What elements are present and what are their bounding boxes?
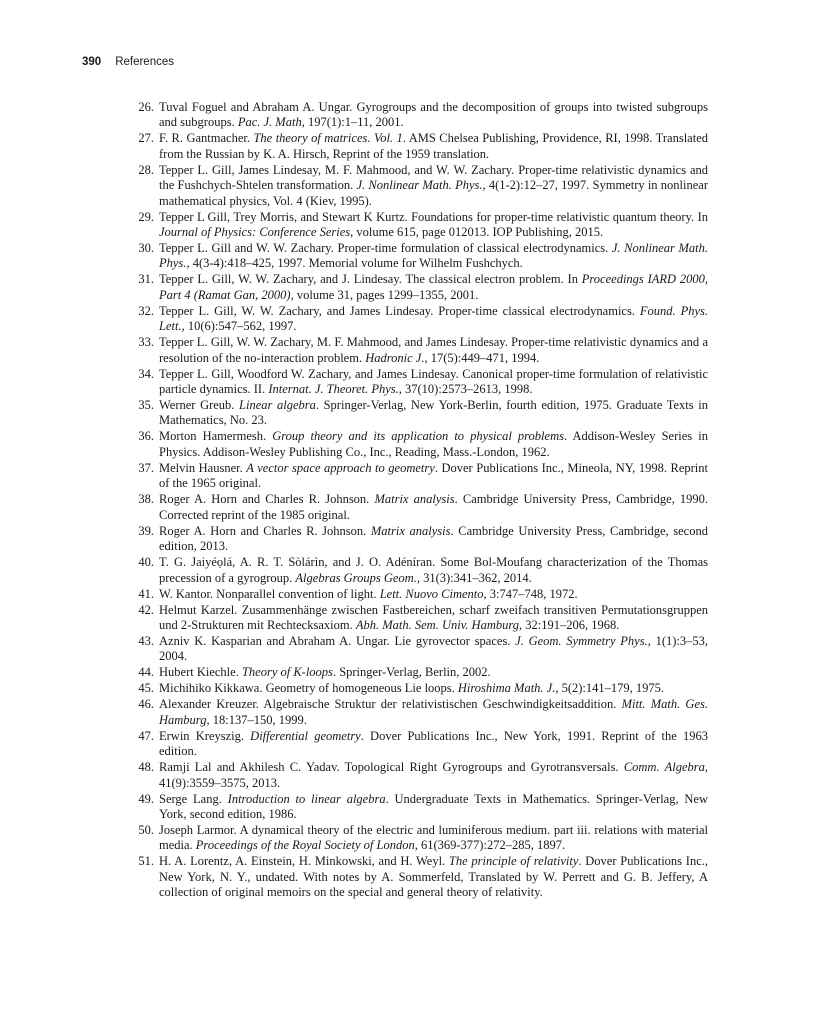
reference-text: , 10(6):547–562, 1997. — [181, 319, 297, 334]
reference-text: F. R. Gantmacher. — [159, 131, 254, 146]
reference-text: . Cambridge University Press, Cambridge, 1990. Corrected reprint of the 1985 original. — [159, 492, 709, 522]
reference-venue: J. Geom. Symmetry Phys. — [515, 633, 648, 648]
reference-text: Tepper L. Gill, James Lindesay, M. F. Mahmood, and W. W. Zachary. Proper-time relativistic dynamics and the Fushchych-Shtelen transformation. — [159, 162, 708, 193]
reference-item — [132, 854, 708, 900]
reference-venue: Hadronic J. — [365, 350, 425, 365]
reference-venue: Proceedings of the Royal Society of London — [195, 838, 415, 853]
reference-text: Tepper L. Gill, W. W. Zachary, M. F. Mahmood, and James Lindesay. Proper-time relativistic dynamics and a resolution of the no-interaction problem. — [159, 335, 708, 365]
reference-text: , 4(3-4):418–425, 1997. Memorial volume for Wilhelm Fushchych. — [186, 256, 523, 271]
reference-text: , volume 31, pages 1299–1355, 2001. — [290, 287, 479, 302]
reference-venue: Matrix analysis — [374, 492, 455, 507]
reference-venue: Mitt. Math. Ges. Hamburg — [159, 697, 708, 727]
reference-venue: Algebras Groups Geom. — [295, 570, 417, 585]
reference-text: , 18:137–150, 1999. — [206, 712, 307, 727]
reference-text: Roger A. Horn and Charles R. Johnson. — [159, 523, 371, 538]
reference-item — [132, 760, 708, 791]
reference-text: Hubert Kiechle. — [159, 665, 242, 680]
reference-number: 43. — [138, 633, 154, 648]
reference-text: Tepper L. Gill, W. W. Zachary, and J. Lindesay. The classical electron problem. In — [159, 272, 582, 287]
reference-item — [132, 665, 708, 680]
reference-text: W. Kantor. Nonparallel convention of light. — [159, 586, 380, 601]
reference-text: , 37(10):2573–2613, 1998. — [398, 382, 533, 397]
reference-text: , 17(5):449–471, 1994. — [424, 350, 540, 365]
reference-venue: Hiroshima Math. J. — [457, 681, 556, 696]
reference-text: , 197(1):1–11, 2001. — [301, 115, 404, 130]
reference-item — [132, 823, 708, 854]
reference-item — [132, 792, 708, 823]
reference-number: 31. — [138, 272, 154, 287]
reference-item — [132, 398, 708, 429]
reference-item — [132, 697, 708, 728]
reference-text: . AMS Chelsea Publishing, Providence, RI, 1998. Translated from the Russian by K. A. Hirsch, Reprint of the 1959 translation. — [159, 131, 708, 161]
reference-text: H. A. Lorentz, A. Einstein, H. Minkowski, and H. Weyl. — [159, 854, 449, 869]
reference-number: 50. — [138, 822, 154, 837]
reference-venue: Journal of Physics: Conference Series — [159, 225, 351, 240]
reference-number: 36. — [138, 429, 154, 444]
reference-text: Tepper L Gill, Trey Morris, and Stewart K Kurtz. Foundations for proper-time relativistic quantum theory. In — [159, 209, 708, 224]
reference-venue: The principle of relativity — [448, 854, 579, 869]
reference-item — [132, 461, 708, 492]
reference-venue: J. Nonlinear Math. Phys. — [356, 178, 483, 193]
reference-number: 39. — [138, 523, 154, 538]
reference-text: . Dover Publications Inc., New York, N. Y., undated. With notes by A. Sommerfeld, Translated by W. Perrett and G. B. Jeffery, A collection of original memoirs on the special and general theory of relativity. — [159, 854, 708, 900]
reference-item — [132, 603, 708, 634]
reference-number: 35. — [138, 398, 154, 413]
reference-item — [132, 429, 708, 460]
reference-number: 47. — [138, 728, 154, 743]
reference-item — [132, 100, 708, 131]
reference-text: , 41(9):3559–3575, 2013. — [159, 760, 708, 790]
reference-number: 51. — [138, 854, 154, 869]
reference-venue: Proceedings IARD 2000, Part 4 (Ramat Gan, 2000) — [159, 272, 708, 302]
reference-text: . Springer-Verlag, Berlin, 2002. — [332, 665, 491, 680]
reference-number: 37. — [138, 460, 154, 475]
reference-number: 44. — [138, 665, 154, 680]
reference-venue: Lett. Nuovo Cimento — [379, 586, 484, 601]
reference-text: . Dover Publications Inc., Mineola, NY, 1998. Reprint of the 1965 original. — [159, 460, 708, 491]
reference-text: Roger A. Horn and Charles R. Johnson. — [159, 492, 375, 507]
reference-item — [132, 241, 708, 272]
reference-venue: Internat. J. Theoret. Phys. — [268, 382, 399, 397]
reference-text: Michihiko Kikkawa. Geometry of homogeneous Lie loops. — [159, 681, 458, 696]
reference-item — [132, 524, 708, 555]
reference-text: Alexander Kreuzer. Algebraische Struktur der relativistischen Geschwindigkeitsaddition. — [159, 697, 622, 712]
reference-text: . Cambridge University Press, Cambridge, second edition, 2013. — [159, 523, 708, 554]
reference-venue: Theory of K-loops — [241, 665, 333, 680]
reference-text: , 5(2):141–179, 1975. — [555, 681, 665, 696]
reference-venue: Found. Phys. Lett. — [159, 303, 709, 334]
reference-text: , 32:191–206, 1968. — [519, 617, 620, 632]
reference-text: . Dover Publications Inc., New York, 1991. Reprint of the 1963 edition. — [159, 728, 708, 759]
reference-item — [132, 555, 708, 586]
reference-text: Ramji Lal and Akhilesh C. Yadav. Topological Right Gyrogroups and Gyrotransversals. — [159, 760, 624, 775]
reference-number: 33. — [138, 335, 154, 350]
reference-item — [132, 272, 708, 303]
reference-item — [132, 304, 708, 335]
reference-text: T. G. Jaiyéọlá, A. R. T. Sòlárìn, and J. O. Adéníran. Some Bol-Moufang characterization of the Thomas precession of a gyrogroup. — [159, 555, 708, 585]
reference-venue: A vector space approach to geometry — [246, 460, 435, 475]
reference-item — [132, 681, 708, 696]
page-number: 390 — [82, 56, 102, 68]
reference-number: 38. — [138, 492, 154, 507]
reference-text: Helmut Karzel. Zusammenhänge zwischen Fastbereichen, scharf zweifach transitiven Permutationsgruppen und 2-Strukturen mit Rechtecksaxiom. — [159, 602, 708, 632]
reference-venue: J. Nonlinear Math. Phys. — [159, 241, 709, 271]
reference-venue: Abh. Math. Sem. Univ. Hamburg — [355, 617, 520, 632]
reference-item — [132, 367, 708, 398]
reference-text: Tuval Foguel and Abraham A. Ungar. Gyrogroups and the decomposition of groups into twisted subgroups and subgroups. — [159, 100, 708, 130]
reference-number: 34. — [138, 366, 154, 381]
reference-item — [132, 634, 708, 665]
reference-list — [132, 100, 708, 901]
reference-text: Azniv K. Kasparian and Abraham A. Ungar. Lie gyrovector spaces. — [159, 633, 516, 648]
reference-item — [132, 163, 708, 209]
reference-number: 27. — [138, 131, 154, 146]
reference-text: Erwin Kreyszig. — [159, 728, 251, 743]
reference-number: 41. — [138, 586, 154, 601]
reference-text: Serge Lang. — [159, 791, 228, 806]
reference-number: 46. — [138, 697, 154, 712]
reference-venue: Introduction to linear algebra — [227, 791, 386, 806]
reference-text: Morton Hamermesh. — [159, 429, 273, 444]
reference-item — [132, 729, 708, 760]
reference-text: , 3:747–748, 1972. — [483, 586, 578, 601]
reference-text: Werner Greub. — [159, 398, 240, 413]
reference-text: , 1(1):3–53, 2004. — [159, 633, 708, 664]
reference-number: 30. — [138, 241, 154, 256]
reference-text: Tepper L. Gill, Woodford W. Zachary, and James Lindesay. Canonical proper-time formulation of relativistic particle dynamics. II. — [159, 366, 708, 397]
reference-number: 28. — [138, 162, 154, 177]
reference-number: 40. — [138, 555, 154, 570]
reference-venue: Comm. Algebra — [623, 760, 705, 775]
reference-text: . Undergraduate Texts in Mathematics. Springer-Verlag, New York, second edition, 1986. — [159, 791, 709, 821]
running-header — [82, 56, 174, 68]
reference-item — [132, 335, 708, 366]
reference-venue: Group theory and its application to physical problems — [272, 429, 564, 444]
reference-text: . Addison-Wesley Series in Physics. Addison-Wesley Publishing Co., Inc., Reading, Mass.-London, 1962. — [159, 429, 708, 459]
reference-item — [132, 492, 708, 523]
section-title: References — [115, 56, 174, 68]
reference-number: 32. — [138, 303, 154, 318]
reference-text: , 31(3):341–362, 2014. — [416, 570, 532, 585]
reference-text: Tepper L. Gill and W. W. Zachary. Proper-time formulation of classical electrodynamics. — [159, 241, 612, 256]
reference-venue: Linear algebra — [239, 398, 316, 413]
reference-venue: Matrix analysis — [370, 523, 451, 538]
reference-venue: Pac. J. Math — [237, 115, 302, 130]
reference-text: Joseph Larmor. A dynamical theory of the electric and luminiferous medium. part iii. relations with material media. — [159, 822, 708, 853]
reference-venue: The theory of matrices. Vol. 1 — [253, 131, 403, 146]
reference-text: , volume 615, page 012013. IOP Publishing, 2015. — [350, 225, 604, 240]
reference-venue: Differential geometry — [250, 728, 361, 743]
reference-number: 48. — [138, 760, 154, 775]
reference-item — [132, 210, 708, 241]
reference-number: 26. — [138, 100, 154, 114]
reference-text: , 4(1-2):12–27, 1997. Symmetry in nonlinear mathematical physics, Vol. 4 (Kiev, 1995). — [159, 178, 708, 208]
reference-number: 45. — [138, 681, 154, 696]
reference-number: 49. — [138, 791, 154, 806]
reference-number: 42. — [138, 602, 154, 617]
reference-number: 29. — [138, 209, 154, 224]
reference-text: Tepper L. Gill, W. W. Zachary, and James Lindesay. Proper-time classical electrodynamics. — [159, 303, 640, 318]
reference-text: Melvin Hausner. — [159, 460, 247, 475]
reference-text: , 61(369-377):272–285, 1897. — [414, 838, 566, 853]
reference-item — [132, 131, 708, 162]
reference-text: . Springer-Verlag, New York-Berlin, fourth edition, 1975. Graduate Texts in Mathematics, No. 23. — [159, 398, 708, 428]
reference-item — [132, 587, 708, 602]
